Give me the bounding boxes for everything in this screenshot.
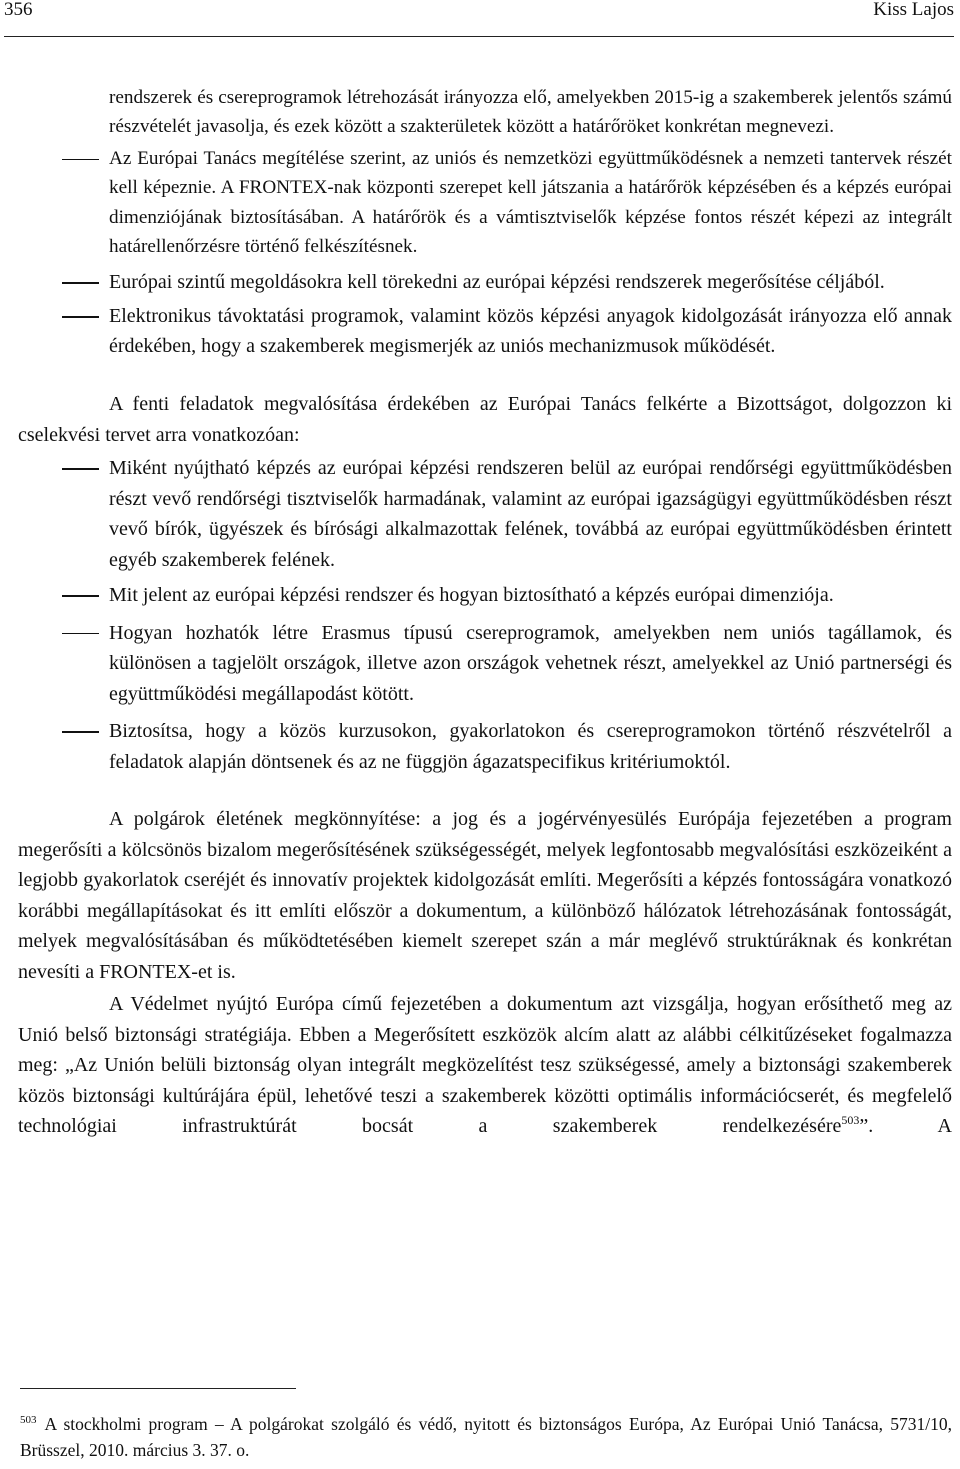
paragraph-text-tail: ”. A xyxy=(859,1115,953,1138)
paragraph xyxy=(18,989,952,1142)
dash-bullet xyxy=(62,731,99,732)
list-item-text: Hogyan hozhatók létre Erasmus típusú csereprogramok, amelyekben nem uniós tagállamok, és különösen a tagjelölt országok, illetve azon országok vehetnek részt, amelyekkel az Unió partnerségi és együttműködési megállapodást kötött. xyxy=(109,621,952,705)
footnote-rule xyxy=(20,1388,296,1389)
list-item-text: Elektronikus távoktatási programok, valamint közös képzési anyagok kidolgozását irányozza elő annak érdekében, hogy a szakemberek megismerjék az uniós mechanizmusok működését. xyxy=(109,305,952,358)
continuation-text: rendszerek és csereprogramok létrehozását irányozza elő, amelyekben 2015-ig a szakemberek jelentős számú részvételét javasolja, és ezek között a szakterületek között a határőröket konkrétan megnevezi. xyxy=(109,87,952,138)
list-item-text: Mit jelent az európai képzési rendszer és hogyan biztosítható a képzés európai dimenziója. xyxy=(109,584,834,607)
paragraph-text: A Védelmet nyújtó Európa című fejezetében a dokumentum azt vizsgálja, hogyan erősíthető meg az Unió belső biztonsági stratégiája. Ebben a Megerősített eszközök alcím alatt az alábbi célkitűzéseket fogalmazza meg: „Az Unión belüli biztonság olyan integrált megközelítést tesz szükségessé, amely a biztonsági szakemberek közös biztonsági kultúrájára épül, lehetővé teszi a szakemberek közötti optimális információcserét, és megfelelő technológiai infrastruktúrát bocsát a szakemberek rendelkezésére xyxy=(18,993,952,1138)
action-plan-list xyxy=(18,453,952,777)
list-item xyxy=(18,716,952,777)
dash-bullet xyxy=(62,282,99,283)
list-item xyxy=(18,144,952,262)
list-item xyxy=(18,267,952,297)
page-header xyxy=(4,0,954,32)
list-item xyxy=(18,618,952,710)
footnote xyxy=(20,1411,952,1463)
footnote-reference[interactable]: 503 xyxy=(841,1113,860,1128)
dash-bullet xyxy=(62,468,99,469)
page-body xyxy=(18,83,952,1142)
dash-bullet xyxy=(62,595,99,596)
running-head-author: Kiss Lajos xyxy=(873,0,954,20)
list-item-text: Biztosítsa, hogy a közös kurzusokon, gyakorlatokon és csereprogramokon történő részvételről a feladatok alapján döntsenek és az ne függjön ágazatspecifikus kritériumoktól. xyxy=(109,720,952,773)
header-rule xyxy=(4,36,954,37)
list-item-text: Miként nyújtható képzés az európai képzési rendszeren belül az európai rendőrségi együttműködésben részt vevő rendőrségi tisztviselők harmadának, valamint az európai igazságügyi együttműködésben részt vevő bírók, ügyészek és bírósági alkalmazottak felének, továbbá az európai együttműködésben érintett egyéb szakemberek felének. xyxy=(109,457,952,571)
objectives-list xyxy=(18,144,952,362)
footnote-text: A stockholmi program – A polgárokat szolgáló és védő, nyitott és biztonságos Európa, Az Európai Unió Tanácsa, 5731/10, Brüsszel, 2010. március 3. 37. o. xyxy=(20,1414,952,1460)
dash-bullet xyxy=(62,316,99,317)
paragraph: A fenti feladatok megvalósítása érdekében az Európai Tanács felkérte a Bizottságot, dolgozzon ki cselekvési tervet arra vonatkozóan: xyxy=(18,393,952,446)
paragraph: A polgárok életének megkönnyítése: a jog és a jogérvényesülés Európája fejezetében a program megerősíti a kölcsönös bizalom megerősítésének szükségességét, melyek legfontosabb megvalósítási eszközeiként a legjobb gyakorlatok cseréjét és innovatív projektek kidolgozását említi. Megerősíti a képzés fontosságára vonatkozó korábbi megállapításokat és itt említi először a dokumentum, a különböző hálózatok létrehozásának fontosságát, melyek megvalósításában és működtetésében kiemelt szerepet szán a már meglévő struktúráknak és konkrétan nevesíti a FRONTEX-et is. xyxy=(18,808,952,983)
dash-bullet xyxy=(62,159,99,160)
list-item-text: Európai szintű megoldásokra kell törekedni az európai képzési rendszerek megerősítése céljából. xyxy=(109,271,885,294)
list-item xyxy=(18,301,952,361)
page-number: 356 xyxy=(4,0,33,20)
dash-bullet xyxy=(62,633,99,634)
list-item xyxy=(18,580,952,611)
list-item xyxy=(18,453,952,575)
list-item-text: Az Európai Tanács megítélése szerint, az uniós és nemzetközi együttműködésnek a nemzeti tantervek részét kell képeznie. A FRONTEX-nak központi szerepet kell játszania a határőrök képzésében és a képzés európai dimenziójának biztosításában. A határőrök és a vámtisztviselők képzése fontos részét képezi az integrált határellenőrzésre történő felkészítésnek. xyxy=(109,147,952,258)
footnote-number: 503 xyxy=(20,1414,37,1426)
